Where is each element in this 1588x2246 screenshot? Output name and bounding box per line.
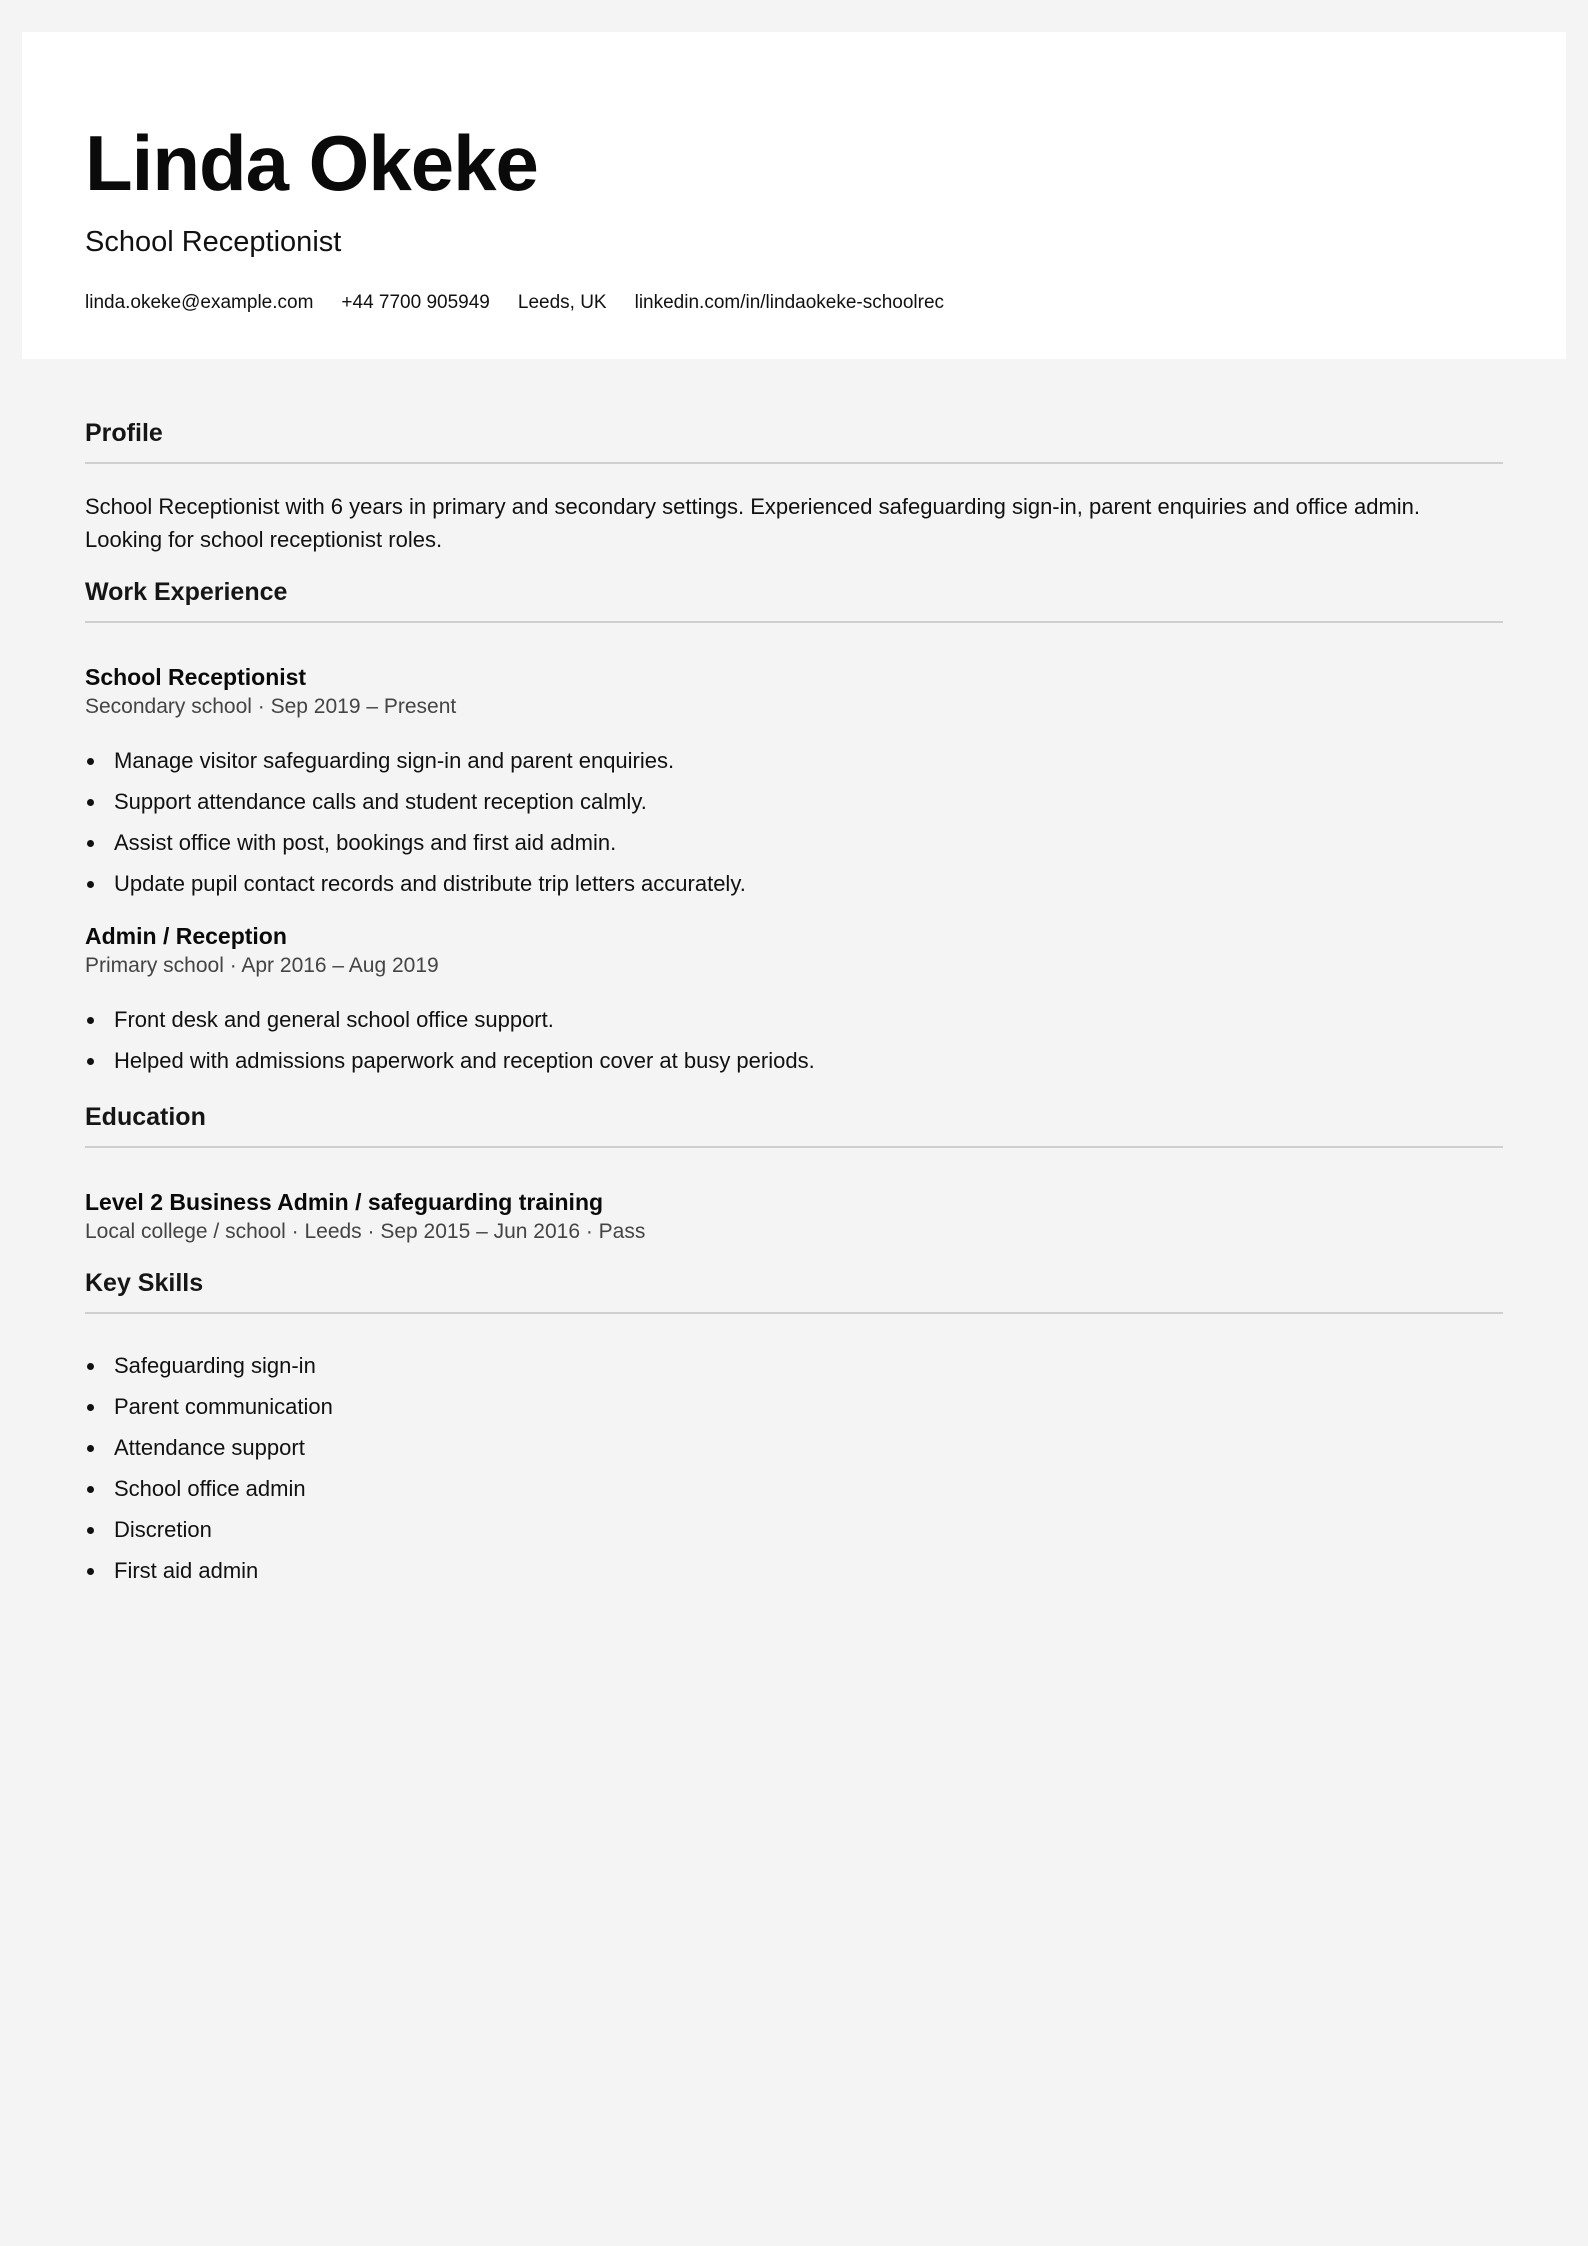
list-item: Front desk and general school office support. [85, 999, 1503, 1040]
experience-heading: Work Experience [85, 578, 288, 606]
profile-heading: Profile [85, 419, 163, 447]
section-divider [85, 621, 1503, 623]
list-item: Safeguarding sign-in [85, 1345, 1503, 1386]
list-item: Attendance support [85, 1427, 1503, 1468]
list-item: Assist office with post, bookings and first aid admin. [85, 822, 1503, 863]
list-item: Helped with admissions paperwork and reception cover at busy periods. [85, 1040, 1503, 1081]
job-meta: Secondary school · Sep 2019 – Present [85, 695, 457, 718]
job-entry [85, 662, 1503, 904]
list-item: Discretion [85, 1509, 1503, 1550]
contact-linkedin[interactable]: linkedin.com/in/lindaokeke-schoolrec [634, 292, 945, 313]
contact-email[interactable]: linda.okeke@example.com [85, 292, 314, 313]
contact-phone[interactable]: +44 7700 905949 [341, 292, 490, 313]
list-item: Parent communication [85, 1386, 1503, 1427]
list-item: School office admin [85, 1468, 1503, 1509]
candidate-name: Linda Okeke [85, 119, 538, 207]
skills-list [85, 1345, 1503, 1591]
education-title: Level 2 Business Admin / safeguarding training [85, 1189, 604, 1215]
skills-heading: Key Skills [85, 1269, 204, 1297]
job-meta: Primary school · Apr 2016 – Aug 2019 [85, 954, 439, 977]
job-title: School Receptionist [85, 664, 307, 690]
section-divider [85, 1146, 1503, 1148]
job-bullets [85, 740, 1503, 904]
profile-summary: School Receptionist with 6 years in primary and secondary settings. Experienced safeguarding sign-in, parent enquiries and office admin. Looking for school receptionist roles. [85, 494, 1421, 552]
candidate-role: School Receptionist [85, 226, 342, 258]
skills-section [85, 1268, 1503, 1591]
job-bullets [85, 999, 1503, 1081]
list-item: First aid admin [85, 1550, 1503, 1591]
education-entry [85, 1187, 1503, 1247]
education-meta: Local college / school · Leeds · Sep 2015 – Jun 2016 · Pass [85, 1220, 646, 1243]
list-item: Support attendance calls and student reception calmly. [85, 781, 1503, 822]
job-title: Admin / Reception [85, 923, 287, 949]
section-divider [85, 1312, 1503, 1314]
list-item: Manage visitor safeguarding sign-in and parent enquiries. [85, 740, 1503, 781]
contact-location: Leeds, UK [517, 292, 607, 313]
experience-section [85, 577, 1503, 1081]
header-card [22, 32, 1566, 359]
profile-section [85, 418, 1503, 556]
list-item: Update pupil contact records and distribute trip letters accurately. [85, 863, 1503, 904]
education-section [85, 1102, 1503, 1247]
section-divider [85, 462, 1503, 464]
contact-line [85, 293, 944, 312]
education-heading: Education [85, 1103, 206, 1131]
resume-body [85, 418, 1503, 1591]
job-entry [85, 921, 1503, 1081]
